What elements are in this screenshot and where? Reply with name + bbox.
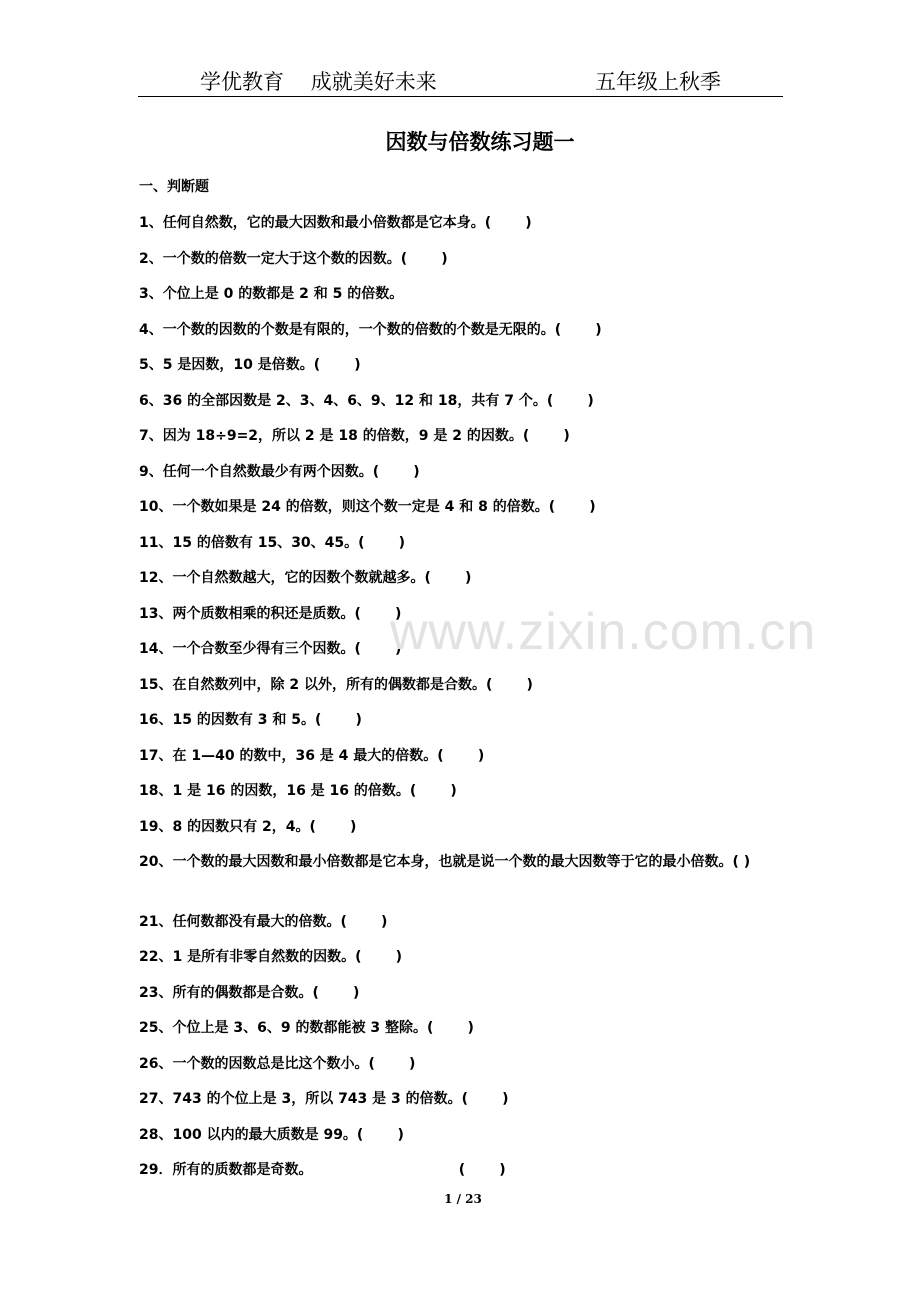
header-left-text: 学优教育 成就美好未来 <box>200 70 437 94</box>
question-item: 5、5 是因数，10 是倍数。( ) <box>139 357 361 373</box>
page-number: 1 / 23 <box>444 1192 482 1206</box>
question-item: 2、一个数的倍数一定大于这个数的因数。( ) <box>139 250 448 267</box>
question-item: 22、1 是所有非零自然数的因数。( ) <box>139 949 403 965</box>
question-item: 21、任何数都没有最大的倍数。( ) <box>139 913 388 930</box>
watermark: www.zixin.com.cn <box>390 603 817 661</box>
question-item: 19、8 的因数只有 2，4。( ) <box>139 818 357 835</box>
question-item: 1、任何自然数，它的最大因数和最小倍数都是它本身。( ) <box>139 215 532 231</box>
question-item: 14、一个合数至少得有三个因数。( ) <box>139 641 402 657</box>
question-item: 12、一个自然数越大，它的因数个数就越多。( ) <box>139 570 472 586</box>
question-item: 29．所有的质数都是奇数。 ( ) <box>139 1162 506 1178</box>
question-item: 16、15 的因数有 3 和 5。( ) <box>139 712 362 728</box>
question-item: 25、个位上是 3、6、9 的数都能被 3 整除。( ) <box>139 1020 474 1036</box>
question-item: 4、一个数的因数的个数是有限的，一个数的倍数的个数是无限的。( ) <box>139 321 602 338</box>
question-item: 9、任何一个自然数最少有两个因数。( ) <box>139 463 420 480</box>
question-item: 6、36 的全部因数是 2、3、4、6、9、12 和 18，共有 7 个。( ) <box>139 392 594 409</box>
question-item: 28、100 以内的最大质数是 99。( ) <box>139 1126 404 1143</box>
section-title: 一、判断题 <box>139 179 209 195</box>
question-item: 26、一个数的因数总是比这个数小。( ) <box>139 1055 416 1072</box>
question-item: 18、1 是 16 的因数，16 是 16 的倍数。( ) <box>139 783 457 799</box>
question-list <box>139 211 789 1194</box>
worksheet-title: 因数与倍数练习题一 <box>385 130 575 154</box>
question-item: 13、两个质数相乘的积还是质数。( ) <box>139 605 402 622</box>
question-item: 27、743 的个位上是 3，所以 743 是 3 的倍数。( ) <box>139 1091 509 1107</box>
question-item: 3、个位上是 0 的数都是 2 和 5 的倍数。 <box>139 286 404 302</box>
question-item: 15、在自然数列中，除 2 以外，所有的偶数都是合数。( ) <box>139 676 533 693</box>
page-header <box>138 62 783 97</box>
question-item: 7、因为 18÷9=2，所以 2 是 18 的倍数，9 是 2 的因数。( ) <box>139 428 570 444</box>
question-item: 20、一个数的最大因数和最小倍数都是它本身，也就是说一个数的最大因数等于它的最小倍数。( ) <box>139 854 751 870</box>
question-item: 10、一个数如果是 24 的倍数，则这个数一定是 4 和 8 的倍数。( ) <box>139 499 596 515</box>
question-item: 11、15 的倍数有 15、30、45。( ) <box>139 534 406 551</box>
question-item: 17、在 1—40 的数中，36 是 4 最大的倍数。( ) <box>139 747 485 764</box>
question-item: 23、所有的偶数都是合数。( ) <box>139 984 360 1001</box>
header-right-text: 五年级上秋季 <box>595 70 721 94</box>
